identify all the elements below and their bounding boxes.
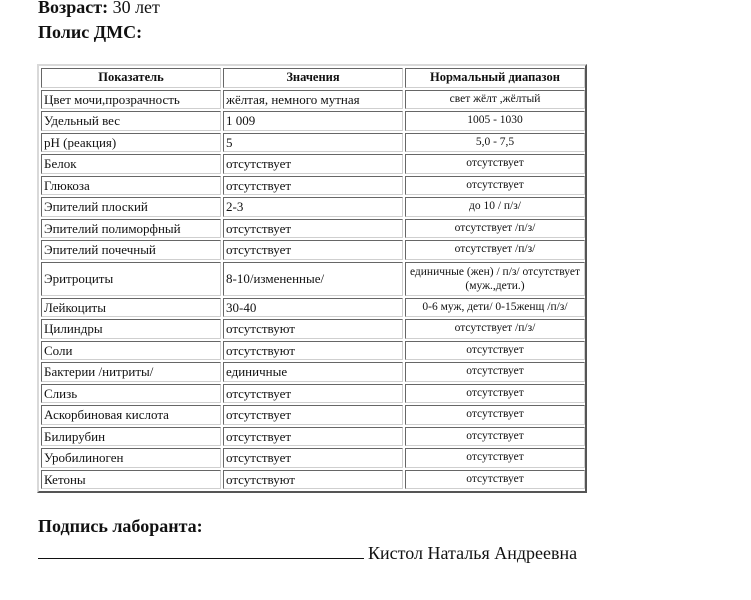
value-cell: отсутствует: [223, 154, 403, 174]
indicator-cell: Эритроциты: [41, 262, 221, 296]
table-row: [41, 133, 585, 153]
table-row: [41, 219, 585, 239]
range-cell: отсутствует /п/з/: [405, 240, 585, 260]
indicator-cell: Кетоны: [41, 470, 221, 490]
range-cell: отсутствует: [405, 154, 585, 174]
range-cell: 1005 - 1030: [405, 111, 585, 131]
range-cell: отсутствует: [405, 470, 585, 490]
range-cell: отсутствует /п/з/: [405, 319, 585, 339]
table-row: [41, 176, 585, 196]
indicator-cell: Лейкоциты: [41, 298, 221, 318]
table-row: [41, 197, 585, 217]
range-cell: отсутствует: [405, 448, 585, 468]
value-cell: отсутствует: [223, 240, 403, 260]
value-cell: жёлтая, немного мутная: [223, 90, 403, 110]
range-cell: отсутствует /п/з/: [405, 219, 585, 239]
policy-line: [38, 22, 142, 42]
indicator-cell: Эпителий полиморфный: [41, 219, 221, 239]
range-cell: отсутствует: [405, 384, 585, 404]
value-cell: 30-40: [223, 298, 403, 318]
range-cell: отсутствует: [405, 341, 585, 361]
signature-underline: [38, 542, 364, 559]
indicator-cell: Слизь: [41, 384, 221, 404]
table-row: [41, 470, 585, 490]
indicator-cell: Уробилиноген: [41, 448, 221, 468]
indicator-cell: Белок: [41, 154, 221, 174]
table-row: [41, 240, 585, 260]
table-row: [41, 111, 585, 131]
table-row: [41, 319, 585, 339]
indicator-cell: pH (реакция): [41, 133, 221, 153]
indicator-cell: Аскорбиновая кислота: [41, 405, 221, 425]
indicator-cell: Удельный вес: [41, 111, 221, 131]
value-cell: отсутствует: [223, 219, 403, 239]
value-cell: отсутствует: [223, 448, 403, 468]
indicator-cell: Цвет мочи,прозрачность: [41, 90, 221, 110]
policy-label: Полис ДМС:: [38, 22, 143, 42]
indicator-cell: Соли: [41, 341, 221, 361]
value-cell: 2-3: [223, 197, 403, 217]
range-cell: единичные (жен) / п/з/ отсутствует (муж.,дети.): [405, 262, 585, 296]
age-value: 30 лет: [112, 0, 160, 17]
header-values: Значения: [223, 68, 403, 88]
value-cell: отсутствует: [223, 427, 403, 447]
value-cell: отсутствует: [223, 384, 403, 404]
value-cell: отсутствует: [223, 176, 403, 196]
range-cell: отсутствует: [405, 362, 585, 382]
range-cell: до 10 / п/з/: [405, 197, 585, 217]
range-cell: 0-6 муж, дети/ 0-15женщ /п/з/: [405, 298, 585, 318]
value-cell: отсутствуют: [223, 319, 403, 339]
table-row: [41, 448, 585, 468]
value-cell: единичные: [223, 362, 403, 382]
results-table-frame: [37, 64, 587, 493]
table-row: [41, 405, 585, 425]
table-row: [41, 427, 585, 447]
value-cell: отсутствуют: [223, 341, 403, 361]
signature-line: [38, 542, 577, 564]
indicator-cell: Бактерии /нитриты/: [41, 362, 221, 382]
age-line: [38, 0, 160, 17]
table-row: [41, 362, 585, 382]
table-row: [41, 262, 585, 296]
age-label: Возраст:: [38, 0, 109, 17]
value-cell: 5: [223, 133, 403, 153]
indicator-cell: Билирубин: [41, 427, 221, 447]
indicator-cell: Эпителий плоский: [41, 197, 221, 217]
results-table: [39, 66, 587, 491]
value-cell: 8-10/измененные/: [223, 262, 403, 296]
table-header-row: [41, 68, 585, 88]
header-normal-range: Нормальный диапазон: [405, 68, 585, 88]
value-cell: отсутствуют: [223, 470, 403, 490]
range-cell: отсутствует: [405, 427, 585, 447]
table-row: [41, 341, 585, 361]
range-cell: 5,0 - 7,5: [405, 133, 585, 153]
value-cell: отсутствует: [223, 405, 403, 425]
table-row: [41, 384, 585, 404]
signature-title: Подпись лаборанта:: [38, 516, 203, 536]
technician-name: Кистол Наталья Андреевна: [368, 543, 578, 563]
indicator-cell: Эпителий почечный: [41, 240, 221, 260]
table-row: [41, 154, 585, 174]
range-cell: отсутствует: [405, 405, 585, 425]
range-cell: отсутствует: [405, 176, 585, 196]
indicator-cell: Цилиндры: [41, 319, 221, 339]
header-indicator: Показатель: [41, 68, 221, 88]
table-row: [41, 90, 585, 110]
indicator-cell: Глюкоза: [41, 176, 221, 196]
range-cell: свет жёлт ,жёлтый: [405, 90, 585, 110]
value-cell: 1 009: [223, 111, 403, 131]
table-row: [41, 298, 585, 318]
